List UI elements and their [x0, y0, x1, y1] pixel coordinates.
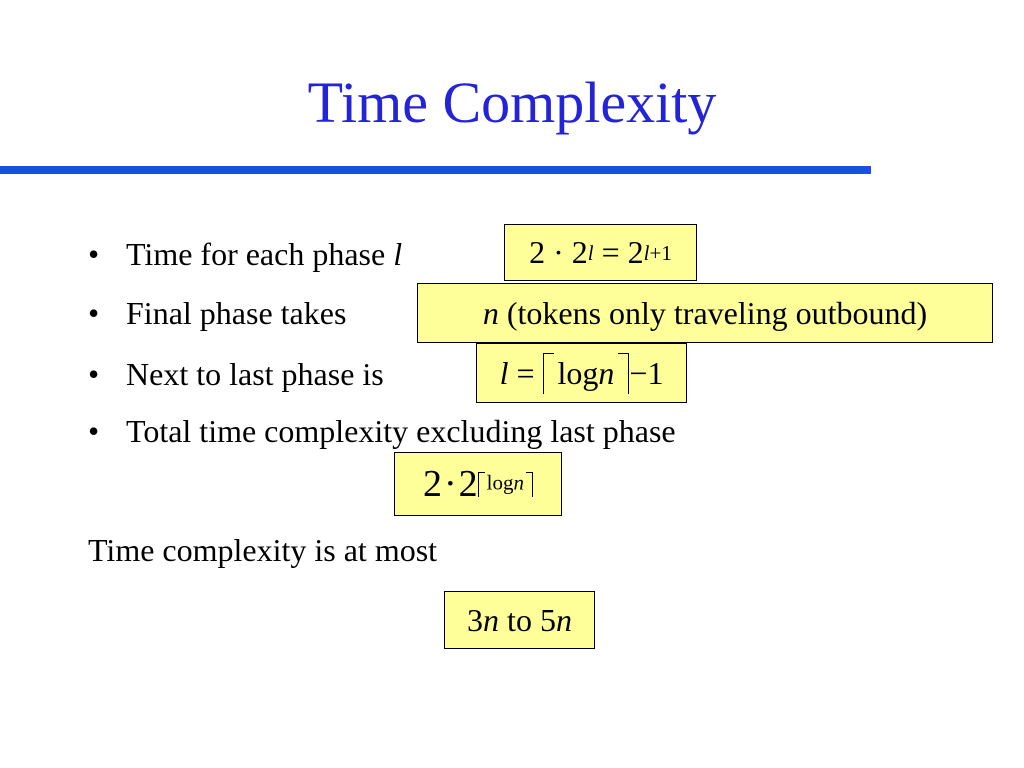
formula-power-base: 2: [458, 463, 478, 505]
bullet-text: Final phase takes: [126, 295, 347, 331]
bullet-total-time: [88, 412, 676, 450]
formula-dot: ·: [553, 234, 564, 270]
formula-next-to-last-box: [476, 343, 687, 403]
formula-result-box: [444, 591, 595, 649]
result-rhs-var: n: [555, 601, 572, 638]
formula-final-phase-box: [417, 283, 993, 343]
formula-total-excl-box: [394, 452, 562, 516]
bullet-variable: l: [393, 236, 403, 272]
bullet-text: Next to last phase is: [126, 356, 384, 392]
summary-text: Time complexity is at most: [88, 532, 438, 568]
formula-phase-time-box: [504, 224, 697, 281]
formula-rhs-exp-var: l: [643, 240, 650, 265]
formula-power-base: 2: [571, 234, 588, 270]
ceiling-right-bracket: [618, 353, 629, 394]
formula-minus: −: [629, 354, 648, 391]
ceiling-left-bracket: [543, 353, 554, 394]
formula-rhs-base: 2: [627, 234, 644, 270]
formula-log: log: [557, 354, 599, 391]
bullet-text: Total time complexity excluding last phase: [126, 413, 676, 449]
formula-exp-log: log: [486, 469, 514, 494]
formula-const: 1: [647, 354, 664, 391]
bullet-marker: •: [88, 356, 100, 392]
slide-title: Time Complexity: [307, 70, 717, 135]
formula-coef: 2: [423, 463, 442, 505]
formula-equals: =: [601, 234, 620, 270]
bullet-next-to-last: [88, 355, 384, 393]
ceiling-right-bracket: [526, 472, 533, 497]
formula-exp-arg: n: [513, 469, 524, 494]
result-lhs-coef: 3: [467, 601, 484, 638]
bullet-phase-time: [88, 235, 402, 273]
formula-var-l: l: [499, 354, 509, 391]
title-underline: [0, 166, 871, 174]
formula-coef: 2: [529, 234, 546, 270]
result-word: to: [507, 601, 532, 638]
result-rhs-coef: 5: [539, 601, 556, 638]
formula-note: (tokens only traveling outbound): [506, 294, 928, 331]
formula-rhs-exp-rest: +1: [649, 240, 672, 265]
bullet-final-phase: [88, 294, 346, 332]
formula-log-arg: n: [598, 354, 615, 391]
bullet-marker: •: [88, 295, 100, 331]
ceiling-left-bracket: [478, 472, 485, 497]
formula-exponent: l: [587, 240, 594, 265]
formula-dot: ·: [444, 463, 457, 505]
formula-var-n: n: [482, 294, 499, 331]
formula-equals: =: [516, 354, 535, 391]
bullet-marker: •: [88, 413, 100, 449]
result-lhs-var: n: [483, 601, 500, 638]
bullet-text: Time for each phase: [126, 236, 394, 272]
bullet-marker: •: [88, 236, 100, 272]
